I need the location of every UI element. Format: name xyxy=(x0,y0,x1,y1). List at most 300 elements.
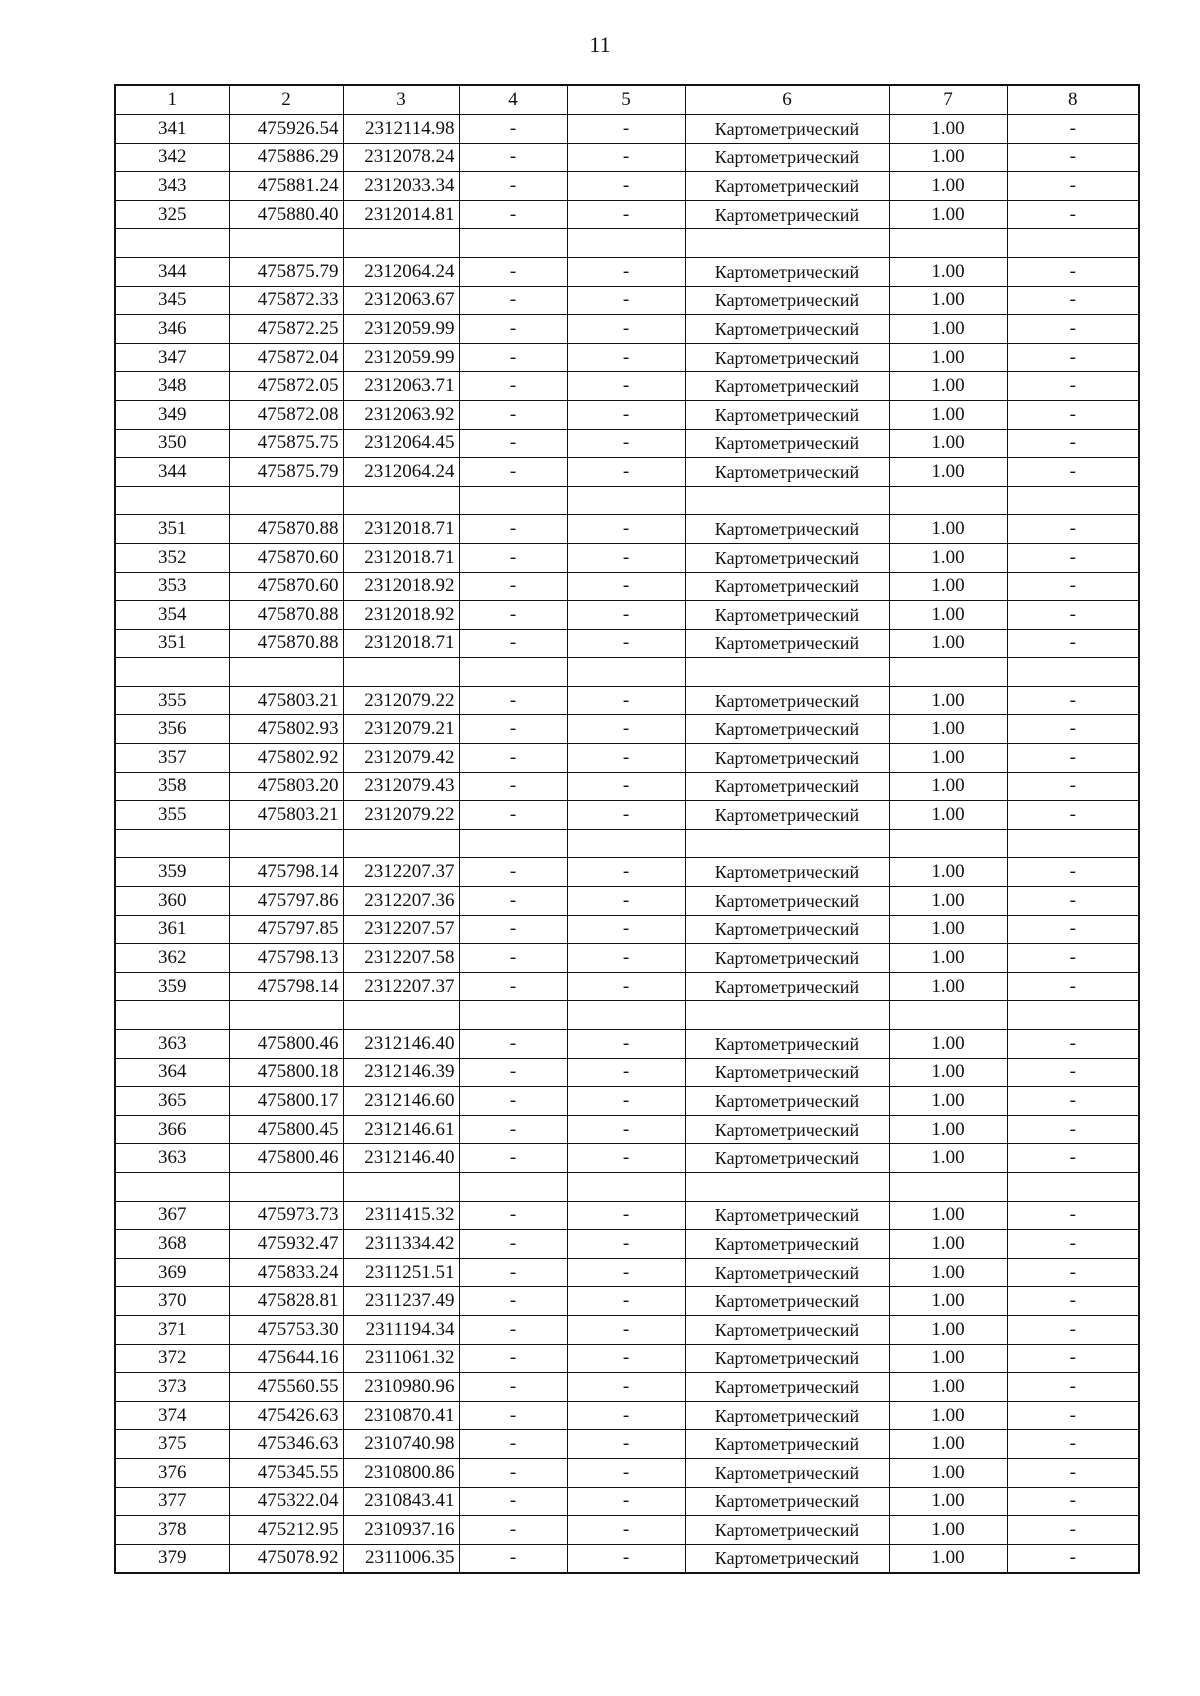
column-4-cell: - xyxy=(459,1115,567,1144)
column-5-cell: - xyxy=(567,315,685,344)
y-coordinate-cell: 2312146.60 xyxy=(343,1087,459,1116)
accuracy-cell: 1.00 xyxy=(889,115,1007,144)
point-number-cell: 348 xyxy=(115,372,229,401)
x-coordinate-cell xyxy=(229,229,343,258)
method-cell: Картометрический xyxy=(685,200,889,229)
x-coordinate-cell xyxy=(229,486,343,515)
point-number-cell: 341 xyxy=(115,115,229,144)
column-4-cell: - xyxy=(459,1201,567,1230)
method-cell: Картометрический xyxy=(685,286,889,315)
table-row xyxy=(115,915,1139,944)
x-coordinate-cell: 475426.63 xyxy=(229,1401,343,1430)
column-8-cell: - xyxy=(1007,801,1139,830)
column-5-cell: - xyxy=(567,400,685,429)
column-8-cell: - xyxy=(1007,257,1139,286)
column-8-cell: - xyxy=(1007,1115,1139,1144)
method-cell: Картометрический xyxy=(685,1344,889,1373)
column-4-cell: - xyxy=(459,1030,567,1059)
y-coordinate-cell: 2312018.92 xyxy=(343,601,459,630)
column-4-cell xyxy=(459,229,567,258)
x-coordinate-cell: 475644.16 xyxy=(229,1344,343,1373)
column-8-cell: - xyxy=(1007,1516,1139,1545)
column-8-cell: - xyxy=(1007,1258,1139,1287)
x-coordinate-cell: 475881.24 xyxy=(229,172,343,201)
method-cell: Картометрический xyxy=(685,172,889,201)
column-5-cell: - xyxy=(567,715,685,744)
column-5-cell: - xyxy=(567,515,685,544)
column-5-cell: - xyxy=(567,1230,685,1259)
method-cell: Картометрический xyxy=(685,915,889,944)
column-5-cell: - xyxy=(567,429,685,458)
column-4-cell: - xyxy=(459,944,567,973)
column-5-cell: - xyxy=(567,1030,685,1059)
method-cell: Картометрический xyxy=(685,715,889,744)
point-number-cell: 368 xyxy=(115,1230,229,1259)
point-number-cell: 351 xyxy=(115,515,229,544)
column-5-cell: - xyxy=(567,772,685,801)
column-8-cell: - xyxy=(1007,372,1139,401)
column-4-cell: - xyxy=(459,572,567,601)
accuracy-cell: 1.00 xyxy=(889,257,1007,286)
column-5-cell: - xyxy=(567,1458,685,1487)
table-row xyxy=(115,772,1139,801)
column-5-cell: - xyxy=(567,1344,685,1373)
column-8-cell: - xyxy=(1007,200,1139,229)
point-number-cell: 359 xyxy=(115,858,229,887)
column-4-cell xyxy=(459,658,567,687)
method-cell: Картометрический xyxy=(685,744,889,773)
y-coordinate-cell: 2312014.81 xyxy=(343,200,459,229)
accuracy-cell: 1.00 xyxy=(889,343,1007,372)
point-number-cell: 379 xyxy=(115,1544,229,1573)
accuracy-cell: 1.00 xyxy=(889,1230,1007,1259)
y-coordinate-cell: 2312063.92 xyxy=(343,400,459,429)
point-number-cell: 347 xyxy=(115,343,229,372)
point-number-cell xyxy=(115,658,229,687)
accuracy-cell: 1.00 xyxy=(889,1115,1007,1144)
accuracy-cell: 1.00 xyxy=(889,1516,1007,1545)
point-number-cell: 370 xyxy=(115,1287,229,1316)
column-8-cell xyxy=(1007,829,1139,858)
table-row xyxy=(115,1487,1139,1516)
table-row xyxy=(115,972,1139,1001)
x-coordinate-cell: 475212.95 xyxy=(229,1516,343,1545)
accuracy-cell: 1.00 xyxy=(889,429,1007,458)
accuracy-cell: 1.00 xyxy=(889,458,1007,487)
x-coordinate-cell: 475870.88 xyxy=(229,601,343,630)
x-coordinate-cell xyxy=(229,1001,343,1030)
accuracy-cell: 1.00 xyxy=(889,572,1007,601)
method-cell: Картометрический xyxy=(685,1087,889,1116)
column-5-cell xyxy=(567,229,685,258)
x-coordinate-cell: 475797.86 xyxy=(229,887,343,916)
point-number-cell: 349 xyxy=(115,400,229,429)
column-4-cell: - xyxy=(459,858,567,887)
column-8-cell: - xyxy=(1007,944,1139,973)
column-header-5: 5 xyxy=(567,85,685,115)
column-4-cell: - xyxy=(459,744,567,773)
column-8-cell: - xyxy=(1007,343,1139,372)
method-cell: Картометрический xyxy=(685,515,889,544)
x-coordinate-cell: 475322.04 xyxy=(229,1487,343,1516)
y-coordinate-cell: 2311006.35 xyxy=(343,1544,459,1573)
x-coordinate-cell: 475078.92 xyxy=(229,1544,343,1573)
accuracy-cell: 1.00 xyxy=(889,1487,1007,1516)
x-coordinate-cell: 475828.81 xyxy=(229,1287,343,1316)
column-5-cell: - xyxy=(567,1401,685,1430)
accuracy-cell: 1.00 xyxy=(889,1258,1007,1287)
point-number-cell xyxy=(115,829,229,858)
method-cell: Картометрический xyxy=(685,543,889,572)
column-5-cell: - xyxy=(567,1373,685,1402)
method-cell: Картометрический xyxy=(685,115,889,144)
column-5-cell xyxy=(567,1172,685,1201)
x-coordinate-cell: 475870.60 xyxy=(229,572,343,601)
y-coordinate-cell: 2312059.99 xyxy=(343,343,459,372)
method-cell: Картометрический xyxy=(685,1287,889,1316)
y-coordinate-cell: 2310800.86 xyxy=(343,1458,459,1487)
column-4-cell: - xyxy=(459,343,567,372)
column-5-cell: - xyxy=(567,915,685,944)
y-coordinate-cell: 2312146.40 xyxy=(343,1144,459,1173)
column-5-cell: - xyxy=(567,286,685,315)
table-row xyxy=(115,1544,1139,1573)
point-number-cell: 346 xyxy=(115,315,229,344)
column-4-cell: - xyxy=(459,915,567,944)
point-number-cell: 354 xyxy=(115,601,229,630)
column-5-cell: - xyxy=(567,601,685,630)
x-coordinate-cell: 475870.88 xyxy=(229,515,343,544)
separator-row xyxy=(115,486,1139,515)
y-coordinate-cell: 2310937.16 xyxy=(343,1516,459,1545)
column-8-cell: - xyxy=(1007,1201,1139,1230)
point-number-cell: 365 xyxy=(115,1087,229,1116)
point-number-cell xyxy=(115,229,229,258)
x-coordinate-cell: 475797.85 xyxy=(229,915,343,944)
column-8-cell: - xyxy=(1007,429,1139,458)
column-5-cell: - xyxy=(567,1201,685,1230)
accuracy-cell: 1.00 xyxy=(889,686,1007,715)
column-8-cell: - xyxy=(1007,601,1139,630)
y-coordinate-cell: 2312079.22 xyxy=(343,686,459,715)
column-8-cell: - xyxy=(1007,858,1139,887)
accuracy-cell xyxy=(889,829,1007,858)
y-coordinate-cell: 2310870.41 xyxy=(343,1401,459,1430)
y-coordinate-cell xyxy=(343,658,459,687)
column-4-cell: - xyxy=(459,429,567,458)
method-cell: Картометрический xyxy=(685,1315,889,1344)
column-4-cell: - xyxy=(459,801,567,830)
x-coordinate-cell: 475926.54 xyxy=(229,115,343,144)
accuracy-cell: 1.00 xyxy=(889,200,1007,229)
point-number-cell: 374 xyxy=(115,1401,229,1430)
column-5-cell: - xyxy=(567,887,685,916)
column-8-cell: - xyxy=(1007,1458,1139,1487)
x-coordinate-cell: 475875.79 xyxy=(229,458,343,487)
column-5-cell: - xyxy=(567,744,685,773)
x-coordinate-cell: 475803.20 xyxy=(229,772,343,801)
column-5-cell: - xyxy=(567,801,685,830)
method-cell: Картометрический xyxy=(685,858,889,887)
column-8-cell: - xyxy=(1007,887,1139,916)
column-4-cell: - xyxy=(459,887,567,916)
column-8-cell: - xyxy=(1007,572,1139,601)
method-cell: Картометрический xyxy=(685,1373,889,1402)
accuracy-cell: 1.00 xyxy=(889,1315,1007,1344)
column-header-1: 1 xyxy=(115,85,229,115)
table-row xyxy=(115,1201,1139,1230)
column-8-cell: - xyxy=(1007,1344,1139,1373)
column-8-cell: - xyxy=(1007,315,1139,344)
accuracy-cell xyxy=(889,1001,1007,1030)
column-8-cell: - xyxy=(1007,1087,1139,1116)
x-coordinate-cell: 475800.46 xyxy=(229,1030,343,1059)
point-number-cell: 378 xyxy=(115,1516,229,1545)
column-5-cell: - xyxy=(567,1058,685,1087)
column-5-cell: - xyxy=(567,343,685,372)
column-8-cell: - xyxy=(1007,1430,1139,1459)
x-coordinate-cell: 475798.14 xyxy=(229,972,343,1001)
column-4-cell: - xyxy=(459,172,567,201)
column-header-6: 6 xyxy=(685,85,889,115)
x-coordinate-cell: 475872.05 xyxy=(229,372,343,401)
point-number-cell: 367 xyxy=(115,1201,229,1230)
column-8-cell: - xyxy=(1007,1544,1139,1573)
accuracy-cell: 1.00 xyxy=(889,1201,1007,1230)
column-5-cell xyxy=(567,1001,685,1030)
column-4-cell: - xyxy=(459,1058,567,1087)
column-5-cell: - xyxy=(567,1115,685,1144)
accuracy-cell: 1.00 xyxy=(889,772,1007,801)
point-number-cell: 360 xyxy=(115,887,229,916)
method-cell xyxy=(685,658,889,687)
accuracy-cell: 1.00 xyxy=(889,1287,1007,1316)
column-4-cell: - xyxy=(459,458,567,487)
table-row xyxy=(115,458,1139,487)
y-coordinate-cell: 2312114.98 xyxy=(343,115,459,144)
method-cell xyxy=(685,1172,889,1201)
table-row xyxy=(115,686,1139,715)
column-4-cell: - xyxy=(459,1087,567,1116)
table-row xyxy=(115,143,1139,172)
column-5-cell: - xyxy=(567,372,685,401)
column-8-cell: - xyxy=(1007,1401,1139,1430)
method-cell: Картометрический xyxy=(685,1201,889,1230)
column-4-cell: - xyxy=(459,257,567,286)
table-row xyxy=(115,801,1139,830)
y-coordinate-cell: 2312064.24 xyxy=(343,458,459,487)
point-number-cell: 359 xyxy=(115,972,229,1001)
x-coordinate-cell xyxy=(229,658,343,687)
y-coordinate-cell: 2311194.34 xyxy=(343,1315,459,1344)
column-8-cell: - xyxy=(1007,1487,1139,1516)
column-4-cell: - xyxy=(459,629,567,658)
accuracy-cell: 1.00 xyxy=(889,887,1007,916)
point-number-cell: 369 xyxy=(115,1258,229,1287)
table-row xyxy=(115,343,1139,372)
table-row xyxy=(115,572,1139,601)
method-cell: Картометрический xyxy=(685,887,889,916)
column-5-cell: - xyxy=(567,143,685,172)
method-cell: Картометрический xyxy=(685,1544,889,1573)
coordinates-table xyxy=(114,84,1140,1574)
table-row xyxy=(115,1516,1139,1545)
y-coordinate-cell: 2312078.24 xyxy=(343,143,459,172)
y-coordinate-cell: 2310980.96 xyxy=(343,1373,459,1402)
point-number-cell: 358 xyxy=(115,772,229,801)
method-cell: Картометрический xyxy=(685,458,889,487)
column-header-4: 4 xyxy=(459,85,567,115)
page-number: 11 xyxy=(589,32,611,57)
table-row xyxy=(115,1030,1139,1059)
accuracy-cell: 1.00 xyxy=(889,601,1007,630)
accuracy-cell: 1.00 xyxy=(889,1458,1007,1487)
accuracy-cell: 1.00 xyxy=(889,715,1007,744)
accuracy-cell: 1.00 xyxy=(889,1401,1007,1430)
x-coordinate-cell: 475872.25 xyxy=(229,315,343,344)
x-coordinate-cell: 475870.60 xyxy=(229,543,343,572)
column-4-cell: - xyxy=(459,372,567,401)
point-number-cell: 363 xyxy=(115,1030,229,1059)
column-4-cell: - xyxy=(459,515,567,544)
accuracy-cell: 1.00 xyxy=(889,1087,1007,1116)
y-coordinate-cell: 2312079.22 xyxy=(343,801,459,830)
y-coordinate-cell: 2312146.61 xyxy=(343,1115,459,1144)
method-cell: Картометрический xyxy=(685,1258,889,1287)
accuracy-cell: 1.00 xyxy=(889,315,1007,344)
y-coordinate-cell: 2312079.21 xyxy=(343,715,459,744)
x-coordinate-cell: 475800.45 xyxy=(229,1115,343,1144)
column-8-cell: - xyxy=(1007,172,1139,201)
column-header-3: 3 xyxy=(343,85,459,115)
table-row xyxy=(115,1373,1139,1402)
column-4-cell xyxy=(459,1172,567,1201)
method-cell: Картометрический xyxy=(685,972,889,1001)
y-coordinate-cell: 2312207.58 xyxy=(343,944,459,973)
column-4-cell: - xyxy=(459,1544,567,1573)
point-number-cell: 372 xyxy=(115,1344,229,1373)
method-cell: Картометрический xyxy=(685,1144,889,1173)
table-row xyxy=(115,200,1139,229)
column-5-cell: - xyxy=(567,1516,685,1545)
accuracy-cell: 1.00 xyxy=(889,1144,1007,1173)
column-5-cell: - xyxy=(567,257,685,286)
x-coordinate-cell: 475872.08 xyxy=(229,400,343,429)
column-5-cell: - xyxy=(567,686,685,715)
column-8-cell xyxy=(1007,658,1139,687)
point-number-cell: 357 xyxy=(115,744,229,773)
method-cell: Картометрический xyxy=(685,1487,889,1516)
column-4-cell: - xyxy=(459,972,567,1001)
point-number-cell: 363 xyxy=(115,1144,229,1173)
table-row xyxy=(115,601,1139,630)
point-number-cell: 350 xyxy=(115,429,229,458)
column-4-cell: - xyxy=(459,1344,567,1373)
x-coordinate-cell: 475872.04 xyxy=(229,343,343,372)
table-row xyxy=(115,315,1139,344)
point-number-cell: 352 xyxy=(115,543,229,572)
y-coordinate-cell xyxy=(343,829,459,858)
point-number-cell: 362 xyxy=(115,944,229,973)
method-cell: Картометрический xyxy=(685,601,889,630)
accuracy-cell: 1.00 xyxy=(889,1430,1007,1459)
point-number-cell xyxy=(115,1001,229,1030)
table-header-row xyxy=(115,85,1139,115)
point-number-cell: 355 xyxy=(115,686,229,715)
column-8-cell xyxy=(1007,486,1139,515)
x-coordinate-cell xyxy=(229,829,343,858)
y-coordinate-cell: 2311251.51 xyxy=(343,1258,459,1287)
accuracy-cell: 1.00 xyxy=(889,629,1007,658)
table-row xyxy=(115,257,1139,286)
y-coordinate-cell xyxy=(343,1001,459,1030)
point-number-cell: 344 xyxy=(115,458,229,487)
column-5-cell: - xyxy=(567,1544,685,1573)
y-coordinate-cell: 2312079.43 xyxy=(343,772,459,801)
column-5-cell: - xyxy=(567,629,685,658)
y-coordinate-cell: 2312079.42 xyxy=(343,744,459,773)
x-coordinate-cell: 475872.33 xyxy=(229,286,343,315)
accuracy-cell: 1.00 xyxy=(889,1373,1007,1402)
column-8-cell: - xyxy=(1007,515,1139,544)
method-cell: Картометрический xyxy=(685,686,889,715)
point-number-cell xyxy=(115,486,229,515)
column-4-cell: - xyxy=(459,1258,567,1287)
column-5-cell: - xyxy=(567,1144,685,1173)
column-8-cell: - xyxy=(1007,915,1139,944)
column-8-cell: - xyxy=(1007,543,1139,572)
accuracy-cell: 1.00 xyxy=(889,1544,1007,1573)
column-4-cell: - xyxy=(459,1430,567,1459)
separator-row xyxy=(115,1172,1139,1201)
method-cell: Картометрический xyxy=(685,400,889,429)
x-coordinate-cell: 475560.55 xyxy=(229,1373,343,1402)
method-cell: Картометрический xyxy=(685,343,889,372)
column-5-cell: - xyxy=(567,858,685,887)
point-number-cell: 355 xyxy=(115,801,229,830)
y-coordinate-cell: 2312018.92 xyxy=(343,572,459,601)
column-4-cell: - xyxy=(459,1315,567,1344)
point-number-cell: 375 xyxy=(115,1430,229,1459)
y-coordinate-cell: 2310843.41 xyxy=(343,1487,459,1516)
table-row xyxy=(115,400,1139,429)
point-number-cell: 376 xyxy=(115,1458,229,1487)
column-4-cell: - xyxy=(459,1230,567,1259)
accuracy-cell: 1.00 xyxy=(889,400,1007,429)
y-coordinate-cell: 2310740.98 xyxy=(343,1430,459,1459)
point-number-cell: 364 xyxy=(115,1058,229,1087)
table-row xyxy=(115,887,1139,916)
column-4-cell: - xyxy=(459,1401,567,1430)
method-cell: Картометрический xyxy=(685,429,889,458)
accuracy-cell: 1.00 xyxy=(889,515,1007,544)
y-coordinate-cell: 2311061.32 xyxy=(343,1344,459,1373)
column-4-cell: - xyxy=(459,601,567,630)
column-8-cell: - xyxy=(1007,686,1139,715)
x-coordinate-cell: 475803.21 xyxy=(229,801,343,830)
x-coordinate-cell: 475798.13 xyxy=(229,944,343,973)
table-row xyxy=(115,286,1139,315)
point-number-cell: 343 xyxy=(115,172,229,201)
x-coordinate-cell: 475802.92 xyxy=(229,744,343,773)
method-cell: Картометрический xyxy=(685,1516,889,1545)
column-8-cell: - xyxy=(1007,1230,1139,1259)
column-4-cell xyxy=(459,1001,567,1030)
table-row xyxy=(115,172,1139,201)
point-number-cell: 342 xyxy=(115,143,229,172)
table-row xyxy=(115,1058,1139,1087)
column-8-cell: - xyxy=(1007,400,1139,429)
